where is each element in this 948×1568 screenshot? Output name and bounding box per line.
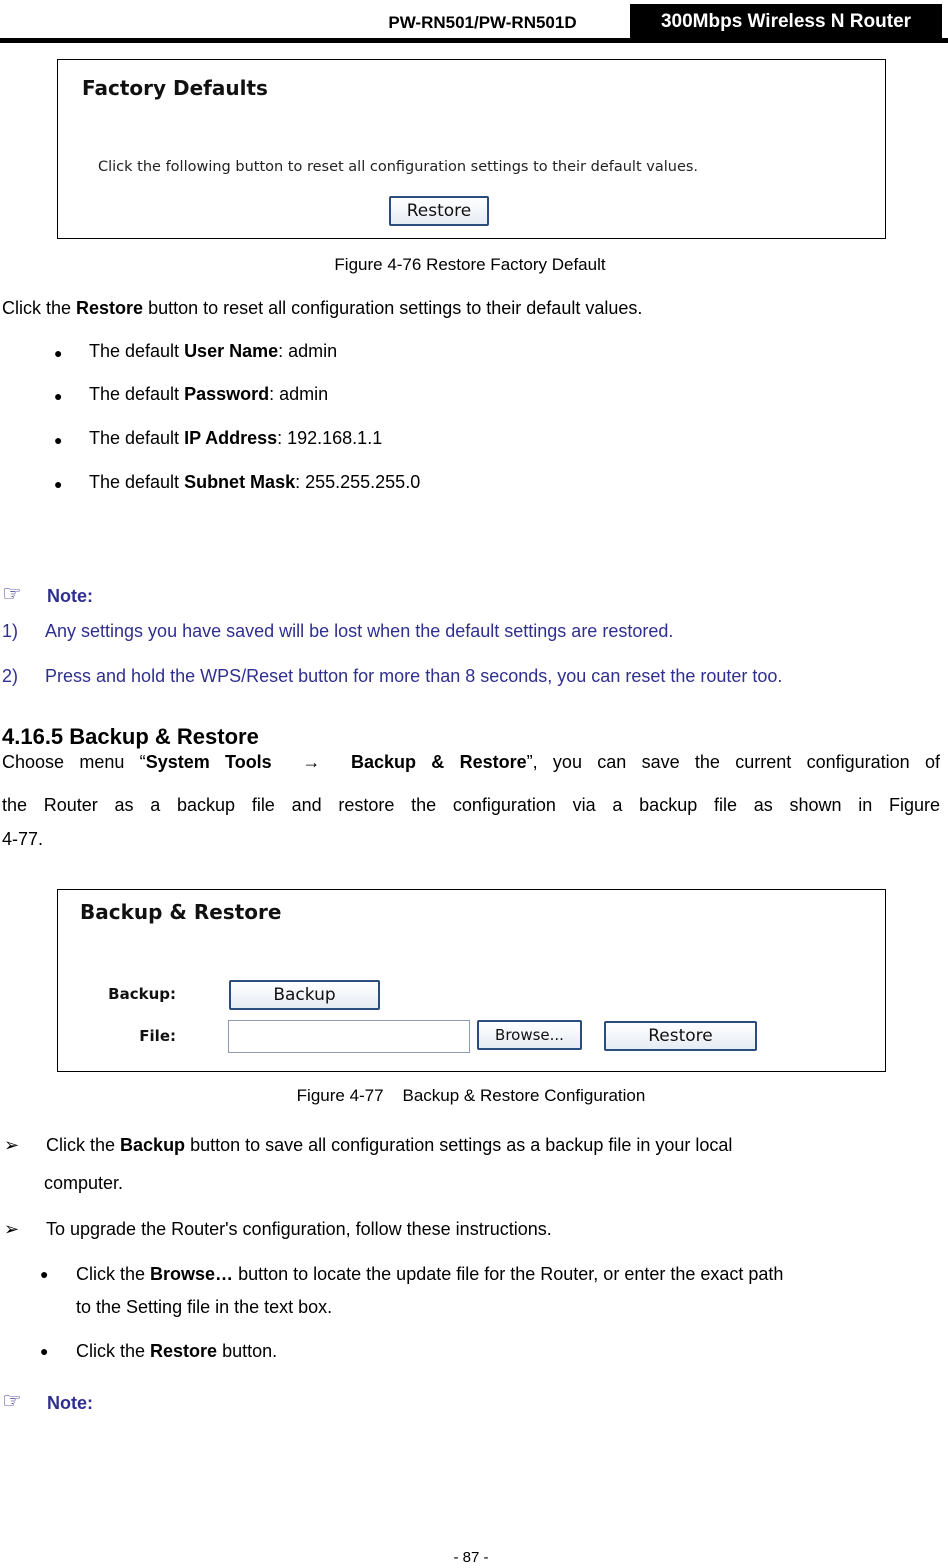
bullet-dot-icon: ● [54, 388, 63, 404]
menu-paragraph-line: 4-77. [2, 829, 44, 849]
bullet-dot-icon: ● [40, 1343, 49, 1359]
pointing-hand-icon: ☞ [2, 581, 22, 606]
note-item: 2) Press and hold the WPS/Reset button for more than 8 seconds, you can reset the router too. [2, 666, 783, 686]
backup-restore-figure [57, 889, 886, 1072]
menu-paragraph-line: Choose menu “System Tools → Backup & Restore”, you can save the current configuration of [2, 752, 940, 772]
header-model: PW-RN501/PW-RN501D [388, 13, 577, 32]
intro-paragraph: Click the Restore button to reset all configuration settings to their default values. [2, 298, 643, 318]
bullet-dot-icon: ● [54, 476, 63, 492]
browse-button[interactable]: Browse... [477, 1020, 582, 1050]
backup-button[interactable]: Backup [229, 980, 380, 1010]
arrow-bullet-icon: ➢ [4, 1135, 20, 1155]
factory-defaults-description: Click the following button to reset all configuration settings to their default values. [98, 159, 699, 175]
note-label: Note: [47, 586, 93, 606]
arrow-icon: → [302, 752, 321, 772]
note-label: Note: [47, 1393, 93, 1413]
page-number: - 87 - [453, 1549, 489, 1566]
restore-button[interactable]: Restore [604, 1021, 757, 1051]
step-backup: Click the Backup button to save all configuration settings as a backup file in your local [46, 1135, 733, 1155]
substep-browse: Click the Browse… button to locate the update file for the Router, or enter the exact path [76, 1264, 784, 1284]
bullet-dot-icon: ● [54, 345, 63, 361]
factory-defaults-title: Factory Defaults [82, 76, 268, 100]
header-rule [0, 38, 948, 43]
step-upgrade: To upgrade the Router's configuration, follow these instructions. [46, 1219, 552, 1239]
section-heading: 4.16.5 Backup & Restore [2, 724, 259, 749]
file-path-input[interactable] [228, 1020, 470, 1053]
substep-browse-continued: to the Setting file in the text box. [76, 1297, 333, 1317]
figure-caption: Figure 4-76 Restore Factory Default [334, 255, 606, 274]
bullet-dot-icon: ● [40, 1266, 49, 1282]
bullet-dot-icon: ● [54, 432, 63, 448]
step-backup-continued: computer. [44, 1173, 124, 1193]
arrow-bullet-icon: ➢ [4, 1219, 20, 1239]
menu-paragraph-line: the Router as a backup file and restore the configuration via a backup file as shown in Figure [2, 795, 940, 815]
note-item: 1) Any settings you have saved will be lost when the default settings are restored. [2, 621, 674, 641]
header-title: 300Mbps Wireless N Router [630, 4, 942, 40]
substep-restore: Click the Restore button. [76, 1341, 278, 1361]
file-label: File: [139, 1027, 176, 1045]
pointing-hand-icon: ☞ [2, 1388, 22, 1413]
backup-restore-title: Backup & Restore [80, 900, 282, 924]
restore-button[interactable]: Restore [389, 196, 489, 226]
figure-caption: Figure 4-77 Backup & Restore Configuration [296, 1086, 646, 1105]
factory-defaults-figure [57, 59, 886, 239]
backup-label: Backup: [108, 985, 176, 1003]
